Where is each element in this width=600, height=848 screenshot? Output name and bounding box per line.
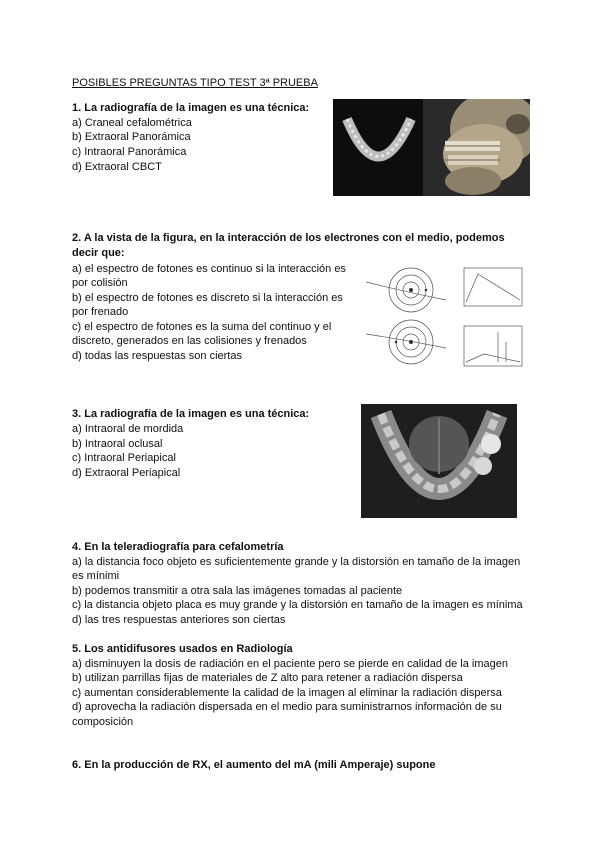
option-c: c) la distancia objeto placa es muy grande y la distorsión en tamaño de la imagen es mínima xyxy=(72,599,523,611)
question-2-title-line2: decir que: xyxy=(72,247,125,259)
option-c: c) Intraoral Panorámica xyxy=(72,146,187,158)
electron-interaction-figure xyxy=(366,262,528,370)
cbct-image xyxy=(333,99,530,196)
question-6-title: 6. En la producción de RX, el aumento del mA (mili Amperaje) supone xyxy=(72,759,436,771)
question-5-title: 5. Los antidifusores usados en Radiología xyxy=(72,643,293,655)
option-a: a) Craneal cefalométrica xyxy=(72,117,192,129)
option-d-cont: composición xyxy=(72,716,134,728)
option-a: a) el espectro de fotones es continuo si la interacción es xyxy=(72,263,346,275)
interaction-diagram xyxy=(366,262,528,370)
option-a-cont: es mínimi xyxy=(72,570,120,582)
cbct-graphic xyxy=(333,99,530,196)
option-b: b) el espectro de fotones es discreto si la interacción es xyxy=(72,292,343,304)
option-d: d) Extraoral CBCT xyxy=(72,161,162,173)
question-1-title: 1. La radiografía de la imagen es una técnica: xyxy=(72,102,310,114)
option-c: c) aumentan considerablemente la calidad de la imagen al eliminar la radiación dispersa xyxy=(72,687,502,699)
option-d: d) Extraoral Periapical xyxy=(72,467,181,479)
option-b-cont: por frenado xyxy=(72,306,129,318)
option-c: c) Intraoral Periapical xyxy=(72,452,176,464)
option-b: b) Intraoral oclusal xyxy=(72,438,163,450)
option-b: b) podemos transmitir a otra sala las imágenes tomadas al paciente xyxy=(72,585,403,597)
option-a: a) disminuyen la dosis de radiación en el paciente pero se pierde en calidad de la imagen xyxy=(72,658,508,670)
option-b: b) utilizan parrillas fijas de materiales de Z alto para retener a radiación dispersa xyxy=(72,672,463,684)
option-d: d) todas las respuestas son ciertas xyxy=(72,350,242,362)
option-c-cont: discreto, generados en las colisiones y frenados xyxy=(72,335,307,347)
option-a-cont: por colisión xyxy=(72,277,128,289)
option-d: d) aprovecha la radiación dispersada en el medio para suministrarnos información de su xyxy=(72,701,502,713)
option-b: b) Extraoral Panorámica xyxy=(72,131,191,143)
question-2-title-line1: 2. A la vista de la figura, en la interacción de los electrones con el medio, podemos xyxy=(72,232,505,244)
option-d: d) las tres respuestas anteriores son ciertas xyxy=(72,614,286,626)
question-4-title: 4. En la teleradiografía para cefalometría xyxy=(72,541,284,553)
occlusal-graphic xyxy=(361,404,517,518)
question-3-title: 3. La radiografía de la imagen es una técnica: xyxy=(72,408,310,420)
option-c: c) el espectro de fotones es la suma del continuo y el xyxy=(72,321,332,333)
occlusal-radiograph xyxy=(361,404,517,518)
option-a: a) la distancia foco objeto es suficientemente grande y la distorsión en tamaño de la imagen xyxy=(72,556,521,568)
page-title: POSIBLES PREGUNTAS TIPO TEST 3ª PRUEBA xyxy=(72,77,318,89)
option-a: a) Intraoral de mordida xyxy=(72,423,184,435)
